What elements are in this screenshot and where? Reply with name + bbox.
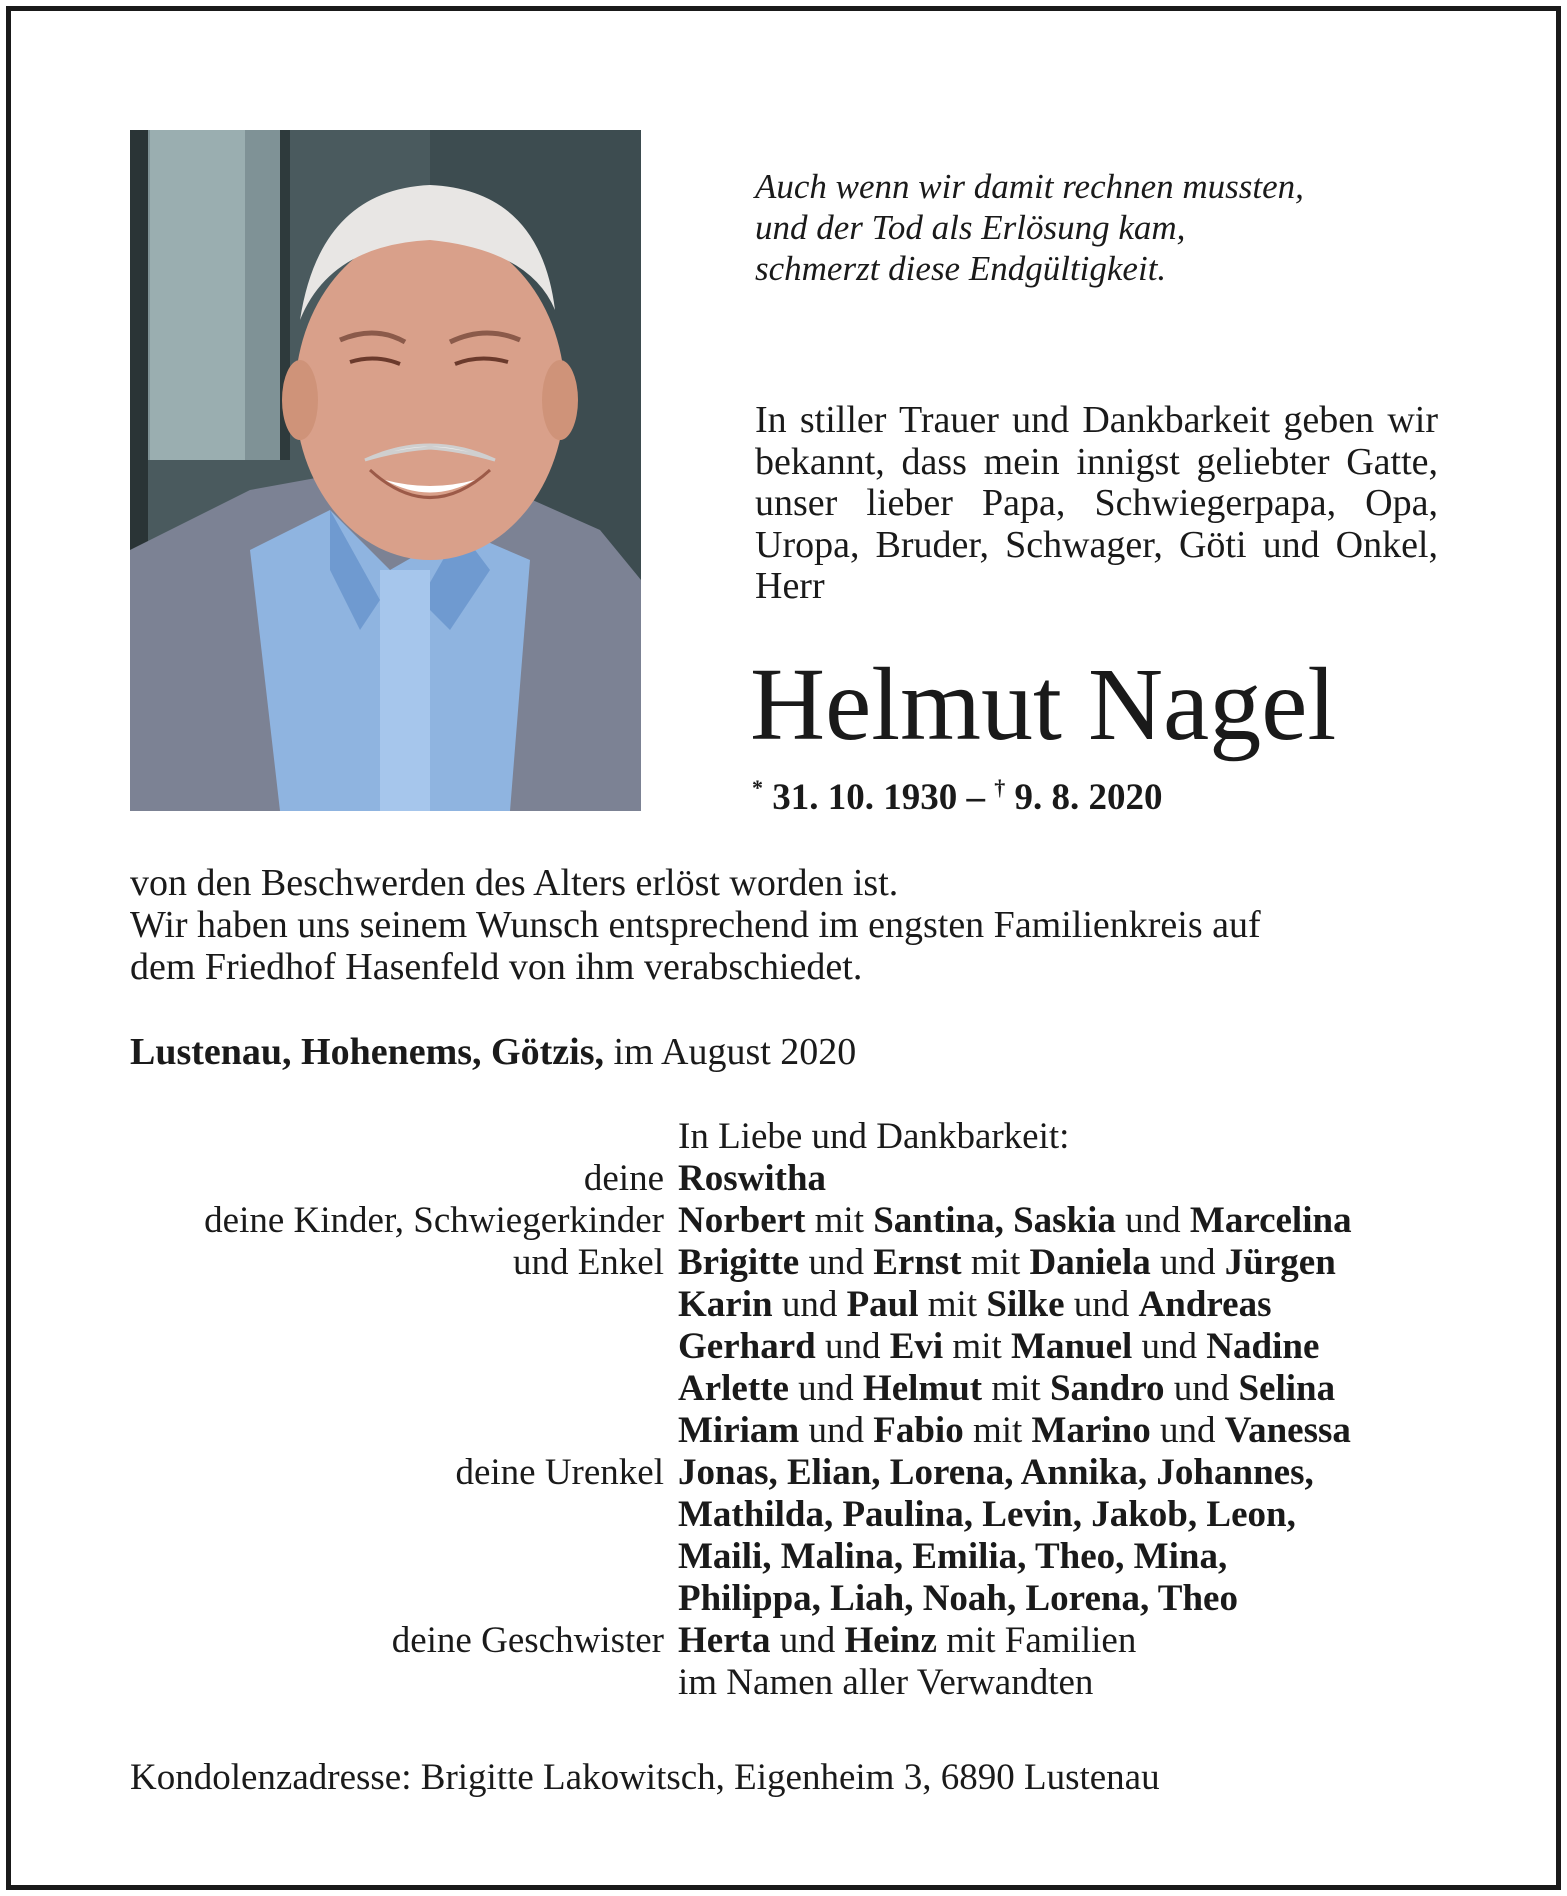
place-towns: Lustenau, Hohenems, Götzis, — [130, 1031, 604, 1073]
date-separator: – — [957, 777, 995, 818]
quote-line: Auch wenn wir damit rechnen mussten, — [755, 167, 1304, 206]
family-intro-row — [0, 1115, 1567, 1157]
body-line: von den Beschwerden des Alters erlöst worden ist. — [130, 862, 899, 904]
family-row — [0, 1493, 1567, 1535]
birth-date: 31. 10. 1930 — [772, 777, 958, 818]
family-members — [678, 1283, 1271, 1326]
body-line: dem Friedhof Hasenfeld von ihm verabschiedet. — [130, 946, 863, 988]
family-row — [0, 1199, 1567, 1241]
family-member-name: Miriam — [678, 1410, 800, 1451]
family-member-name: Herta — [678, 1620, 771, 1661]
family-member-name: Ernst — [873, 1242, 962, 1283]
family-member-name: Selina — [1238, 1368, 1336, 1409]
portrait-photo — [130, 130, 641, 811]
family-connector: mit — [961, 1242, 1030, 1283]
family-member-name: Jonas, Elian, Lorena, Annika, Johannes, — [678, 1452, 1314, 1493]
family-row — [0, 1535, 1567, 1577]
family-connector: und — [772, 1284, 847, 1325]
family-connector: und — [1132, 1326, 1207, 1367]
family-member-name: Vanessa — [1224, 1410, 1351, 1451]
family-members — [678, 1493, 1296, 1536]
condolence-address: Kondolenzadresse: Brigitte Lakowitsch, Eigenheim 3, 6890 Lustenau — [130, 1757, 1160, 1798]
family-member-name: Nadine — [1206, 1326, 1320, 1367]
family-row — [0, 1619, 1567, 1661]
family-members — [678, 1367, 1335, 1410]
memorial-quote — [755, 166, 1455, 289]
family-connector: mit — [943, 1326, 1012, 1367]
family-member-name: Sandro — [1049, 1368, 1165, 1409]
place-date-text: im August 2020 — [603, 1031, 857, 1073]
family-members — [678, 1619, 1136, 1662]
family-connector: und — [1115, 1200, 1190, 1241]
family-connector: und — [788, 1368, 863, 1409]
family-member-name: Andreas — [1138, 1284, 1272, 1325]
family-intro: In Liebe und Dankbarkeit: — [678, 1116, 1070, 1157]
family-member-name: Maili, Malina, Emilia, Theo, Mina, — [678, 1536, 1228, 1577]
family-connector: und — [1150, 1242, 1225, 1283]
family-relation-label: und Enkel — [512, 1242, 664, 1283]
family-members — [678, 1661, 1093, 1704]
family-row — [0, 1451, 1567, 1493]
family-row — [0, 1241, 1567, 1283]
family-member-name: Roswitha — [678, 1158, 827, 1199]
family-connector: mit — [805, 1200, 874, 1241]
family-connector: mit — [982, 1368, 1050, 1409]
quote-line: schmerzt diese Endgültigkeit. — [755, 249, 1167, 288]
family-member-name: Karin — [678, 1284, 773, 1325]
family-member-name: Silke — [986, 1284, 1065, 1325]
family-connector: und — [1164, 1368, 1239, 1409]
family-connector: und — [815, 1326, 890, 1367]
family-row — [0, 1367, 1567, 1409]
family-member-name: Helmut — [862, 1368, 983, 1409]
family-member-name: Jürgen — [1224, 1242, 1336, 1283]
family-members — [678, 1577, 1238, 1620]
life-dates — [752, 775, 1163, 819]
family-row — [0, 1157, 1567, 1199]
body-line: Wir haben uns seinem Wunsch entsprechend im engsten Familienkreis auf — [130, 904, 1261, 946]
family-connector: und — [1150, 1410, 1225, 1451]
family-row — [0, 1283, 1567, 1325]
family-member-name: Daniela — [1029, 1242, 1151, 1283]
family-member-name: Manuel — [1011, 1326, 1133, 1367]
family-row — [0, 1661, 1567, 1703]
family-relation-label: deine Geschwister — [391, 1620, 664, 1661]
family-connector: und — [1064, 1284, 1139, 1325]
family-connector: mit Familien — [936, 1620, 1137, 1661]
family-member-name: Fabio — [873, 1410, 964, 1451]
family-members — [678, 1199, 1352, 1242]
family-members — [678, 1157, 826, 1200]
family-members — [678, 1325, 1319, 1368]
family-member-name: Arlette — [678, 1368, 789, 1409]
family-connector: und — [799, 1242, 874, 1283]
family-member-name: Marcelina — [1189, 1200, 1352, 1241]
family-members — [678, 1241, 1336, 1284]
family-member-name: Paul — [846, 1284, 919, 1325]
family-list — [0, 1115, 1567, 1703]
family-row — [0, 1409, 1567, 1451]
family-connector: mit — [918, 1284, 987, 1325]
death-symbol: † — [994, 775, 1006, 800]
family-member-name: Gerhard — [678, 1326, 816, 1367]
place-date — [130, 1030, 856, 1074]
family-member-name: Heinz — [844, 1620, 937, 1661]
family-connector: im Namen aller Verwandten — [678, 1662, 1094, 1703]
family-member-name: Santina, Saskia — [873, 1200, 1116, 1241]
family-relation-label: deine — [583, 1158, 664, 1199]
family-member-name: Marino — [1031, 1410, 1151, 1451]
announcement-text: In stiller Trauer und Dankbarkeit geben wir bekannt, dass mein innigst geliebter Gatte, unser lieber Papa, Schwiegerpapa, Opa, Uropa, Bruder, Schwager, Göti und Onkel, Herr — [755, 399, 1438, 607]
deceased-name: Helmut Nagel — [750, 647, 1337, 762]
family-relation-label: deine Urenkel — [455, 1452, 664, 1493]
body-text — [130, 862, 1460, 988]
family-member-name: Brigitte — [678, 1242, 800, 1283]
family-connector: und — [799, 1410, 874, 1451]
quote-line: und der Tod als Erlösung kam, — [755, 208, 1186, 247]
family-connector: und — [770, 1620, 845, 1661]
family-members — [678, 1409, 1351, 1452]
family-relation-label: deine Kinder, Schwiegerkinder — [204, 1200, 664, 1241]
family-row — [0, 1325, 1567, 1367]
birth-symbol: * — [752, 775, 763, 800]
family-member-name: Philippa, Liah, Noah, Lorena, Theo — [678, 1578, 1238, 1619]
family-connector: mit — [963, 1410, 1032, 1451]
family-member-name: Evi — [889, 1326, 944, 1367]
family-member-name: Norbert — [678, 1200, 806, 1241]
family-members — [678, 1535, 1227, 1578]
death-date: 9. 8. 2020 — [1014, 777, 1163, 818]
family-members — [678, 1451, 1314, 1494]
family-member-name: Mathilda, Paulina, Levin, Jakob, Leon, — [678, 1494, 1296, 1535]
family-row — [0, 1577, 1567, 1619]
